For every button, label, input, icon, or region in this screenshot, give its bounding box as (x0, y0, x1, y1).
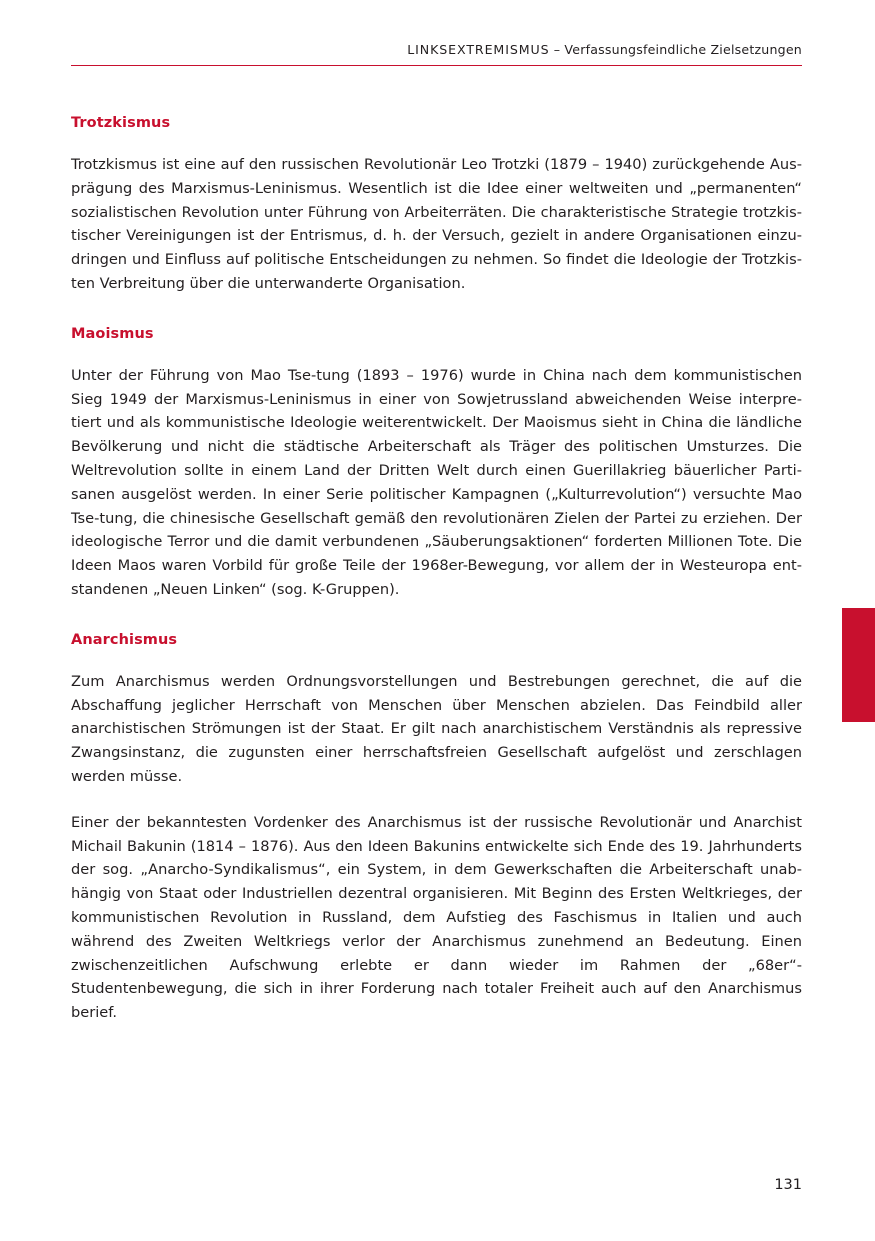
running-header (71, 42, 802, 66)
page-number: 131 (774, 1177, 802, 1193)
header-subtitle: Verfassungsfeindliche Zielsetzungen (564, 42, 802, 57)
header-separator: – (549, 42, 565, 57)
section-title-maoismus: Maoismus (71, 325, 154, 342)
paragraph-trotzkismus-1: Trotzkismus ist eine auf den russischen Revolutionär Leo Trotzki (1879 – 1940) zurückgehende Ausprägung des Marxismus-Leninismus. Wesentlich ist die Idee einer weltweiten und „permanenten“ sozialistischen Revolution unter Führung von Arbeiterräten. Die charakteristische Strategie trotzkistischer Vereinigungen ist der Entrismus, d. h. der Versuch, gezielt in andere Organisationen einzudringen und Einfluss auf politische Entscheidungen zu nehmen. So findet die Ideologie der Trotzkisten Verbreitung über die unterwanderte Organisation. (71, 156, 802, 292)
chapter-thumb-tab (842, 608, 875, 722)
section-title-trotzkismus: Trotzkismus (71, 115, 171, 131)
paragraph-anarchismus-1: Zum Anarchismus werden Ordnungsvorstellungen und Bestrebungen gerechnet, die auf die Abschaffung jeglicher Herrschaft von Menschen über Menschen abzielen. Das Feindbild aller anarchistischen Strömungen ist der Staat. Er gilt nach anarchistischem Verständnis als repressive Zwangsinstanz, die zugunsten einer herrschaftsfreien Gesellschaft aufgelöst und zerschlagen werden müsse. (71, 672, 802, 785)
section-title-anarchismus: Anarchismus (71, 631, 178, 648)
header-kicker: LINKSEXTREMISMUS (407, 42, 550, 57)
section-anarchismus (71, 632, 802, 1025)
section-trotzkismus (71, 115, 802, 296)
paragraph-maoismus-1: Unter der Führung von Mao Tse-tung (1893 – 1976) wurde in China nach dem kommunistischen Sieg 1949 der Marxismus-Leninismus in einer von Sowjetrussland abweichenden Weise interpretiert und als kommunistische Ideologie weiterentwickelt. Der Maoismus sieht in China die ländliche Bevölkerung und nicht die städtische Arbeiterschaft als Träger des politischen Umsturzes. Die Weltrevolution sollte in einem Land der Dritten Welt durch einen Guerillakrieg bäuerlicher Partisanen ausgelöst werden. In einer Serie politischer Kampagnen („Kulturrevolution“) versuchte Mao Tse-tung, die chinesische Gesellschaft gemäß den revolutionären Zielen der Partei zu erziehen. Der ideologische Terror und die damit verbundenen „Säuberungsaktionen“ forderten Millionen Tote. Die Ideen Maos waren Vorbild für große Teile der 1968er-Bewegung, vor allem der in Westeuropa entstandenen „Neuen Linken“ (sog. K-Gruppen). (71, 366, 802, 598)
page-content (71, 115, 802, 1033)
section-maoismus (71, 326, 802, 602)
paragraph-anarchismus-2: Einer der bekanntesten Vordenker des Anarchismus ist der russische Revolutionär und Anarchist Michail Bakunin (1814 – 1876). Aus den Ideen Bakunins entwickelte sich Ende des 19. Jahrhunderts der sog. „Anarcho-Syndikalismus“, ein System, in dem Gewerkschaften die Arbeiterschaft unabhängig von Staat oder Industriellen dezentral organisieren. Mit Beginn des Ersten Weltkrieges, der kommunistischen Revolution in Russland, dem Aufstieg des Faschismus in Italien und auch während des Zweiten Weltkriegs verlor der Anarchismus zunehmend an Bedeutung. Einen zwischenzeitlichen Aufschwung erlebte er dann wieder im Rahmen der „68er“-Studentenbewegung, die sich in ihrer Forderung nach totaler Freiheit auch auf den Anarchismus berief. (71, 813, 802, 1022)
